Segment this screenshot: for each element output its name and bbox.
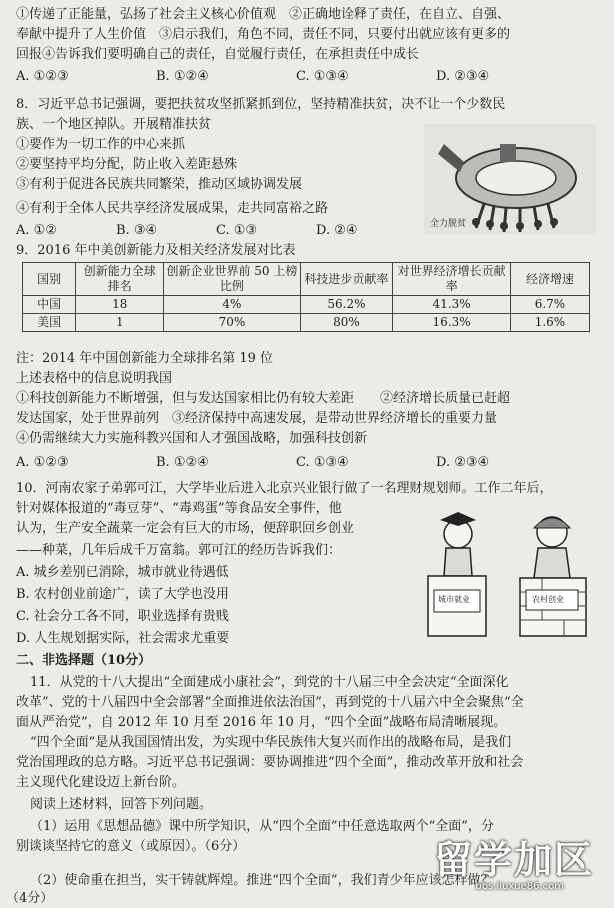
q8-item-1: ①要作为一切工作的中心来抓 bbox=[16, 137, 186, 152]
table-cell: 18 bbox=[76, 296, 164, 314]
table-cell: 1 bbox=[76, 314, 164, 332]
q10-line-3: 认为，生产安全蔬菜一定会有巨大的市场，便辞职回乡创业 bbox=[16, 521, 355, 536]
q7-options bbox=[16, 68, 576, 86]
q8-line-2: 族、一个地区掉队。开展精准扶贫 bbox=[16, 117, 212, 132]
sign-city-employment: 城市就业 bbox=[438, 595, 470, 604]
comparison-table bbox=[22, 262, 590, 332]
q10-option-c: C. 社会分工各不同，职业选择有贵贱 bbox=[16, 609, 229, 624]
q11-line-4: “四个全面”是从我国国情出发，为实现中华民族伟大复兴而作出的战略布局，是我们 bbox=[30, 735, 512, 750]
table-cell: 41.3% bbox=[393, 296, 511, 314]
q10-option-b: B. 农村创业前途广，读了大学也没用 bbox=[16, 587, 229, 602]
table-header: 创新企业世界前 50 上榜比例 bbox=[164, 263, 300, 296]
q8-item-3: ③有利于促进各民族共同繁荣，推动区域协调发展 bbox=[16, 177, 303, 192]
q11-line-5: 党治国理政的总方略。习近平总书记强调：要协调推进“四个全面”，推动改革开放和社会 bbox=[16, 755, 524, 770]
q11-sub1-line-2: 别谈谈坚持它的意义（或原因）。（6分） bbox=[16, 839, 246, 854]
table-cell: 80% bbox=[300, 314, 393, 332]
table-cell: 美国 bbox=[23, 314, 76, 332]
q8-item-2: ②要坚持平均分配，防止收入差距悬殊 bbox=[16, 157, 238, 172]
table-cell: 56.2% bbox=[300, 296, 393, 314]
q7-line-3: 回报④告诉我们要明确自己的责任，自觉履行责任，在承担责任中成长 bbox=[16, 47, 420, 62]
watermark-logo-text: 留学加区 bbox=[433, 838, 594, 882]
q9-option-b: B. ①②④ bbox=[156, 455, 209, 470]
table-header-row bbox=[23, 263, 590, 296]
q11-sub2-line-2: （4分） bbox=[6, 891, 54, 906]
table-header: 国别 bbox=[23, 263, 76, 296]
q11-sub2-line-1: （2）使命重在担当，实干铸就辉煌。推进“四个全面”，我们青少年应该怎样做？ bbox=[30, 873, 494, 888]
q9-stem: 上述表格中的信息说明我国 bbox=[16, 371, 173, 386]
q7-option-d: D. ②③④ bbox=[436, 69, 490, 84]
q7-line-1: ①传递了正能量，弘扬了社会主义核心价值观 ②正确地诠释了责任，在自立、自强、 bbox=[16, 7, 511, 22]
q10-option-a: A. 城乡差别已消除，城市就业待遇低 bbox=[16, 565, 229, 580]
q9-item-4: ④仍需继续大力实施科教兴国和人才强国战略，加强科技创新 bbox=[16, 431, 368, 446]
table-header: 经济增速 bbox=[510, 263, 589, 296]
q9-option-a: A. ①②③ bbox=[16, 455, 69, 470]
q11-line-3: 面从严治党”，自 2012 年 10 月至 2016 年 10 月，“四个全面”战略布局清晰展现。 bbox=[16, 715, 507, 730]
q8-option-b: B. ③④ bbox=[116, 223, 158, 238]
table-header: 科技进步贡献率 bbox=[300, 263, 393, 296]
q11-instruction: 阅读上述材料，回答下列问题。 bbox=[30, 797, 213, 812]
q9-item-1: ①科技创新能力不断增强，但与发达国家相比仍有较大差距 ②经济增长质量已赶超 bbox=[16, 391, 511, 406]
table-header: 对世界经济增长贡献率 bbox=[393, 263, 511, 296]
cartoon-caption: 全力脱贫 bbox=[430, 219, 467, 229]
table-row bbox=[23, 314, 590, 332]
watermark-url: bbs.liuxue86.com bbox=[475, 881, 564, 892]
table-cell: 16.3% bbox=[393, 314, 511, 332]
q8-option-d: D. ②④ bbox=[316, 223, 358, 238]
q11-line-2: 改革”、党的十八届四中全会部署“全面推进依法治国”，再到党的十八届六中全会聚焦“全 bbox=[16, 695, 524, 710]
table-cell: 1.6% bbox=[510, 314, 589, 332]
q9-note: 注：2014 年中国创新能力全球排名第 19 位 bbox=[16, 351, 274, 366]
part2-heading: 二、非选择题（10分） bbox=[16, 653, 152, 668]
site-watermark bbox=[433, 829, 594, 892]
q9-item-1b: 发达国家，处于世界前列 ③经济保持中高速发展，是带动世界经济增长的重要力量 bbox=[16, 411, 498, 426]
q8-line-1: 8．习近平总书记强调，要把扶贫攻坚抓紧抓到位，坚持精准扶贫，决不让一个少数民 bbox=[16, 97, 506, 112]
q7-option-b: B. ①②④ bbox=[156, 69, 209, 84]
career-cartoon bbox=[420, 506, 600, 644]
table-cell: 70% bbox=[164, 314, 300, 332]
q10-line-2: 针对媒体报道的“毒豆芽”、“毒鸡蛋”等食品安全事件，他 bbox=[16, 501, 342, 516]
q10-line-4: ——种菜，几年后成千万富翁。郭可江的经历告诉我们： bbox=[16, 543, 342, 558]
q9-option-c: C. ①③④ bbox=[296, 455, 349, 470]
q11-line-6: 主义现代化建设迈上新台阶。 bbox=[16, 775, 186, 790]
q8-option-c: C. ①③ bbox=[216, 223, 258, 238]
table-cell: 6.7% bbox=[510, 296, 589, 314]
q8-options bbox=[16, 222, 416, 240]
q8-option-a: A. ①② bbox=[16, 223, 57, 238]
q7-option-c: C. ①③④ bbox=[296, 69, 349, 84]
poverty-cartoon bbox=[424, 124, 596, 234]
q7-line-2: 奉献中提升了人生价值 ③启示我们，角色不同，责任不同，只要付出就应该有更多的 bbox=[16, 27, 511, 42]
q8-item-4: ④有利于全体人民共享经济发展成果，走共同富裕之路 bbox=[16, 201, 329, 216]
q11-line-1: 11．从党的十八大提出“全面建成小康社会”，到党的十八届三中全会决定“全面深化 bbox=[30, 675, 509, 690]
q9-title: 9．2016 年中美创新能力及相关经济发展对比表 bbox=[16, 243, 296, 258]
table-cell: 4% bbox=[164, 296, 300, 314]
table-cell: 中国 bbox=[23, 296, 76, 314]
sign-rural-entrepreneurship: 农村创业 bbox=[532, 595, 564, 604]
table-row bbox=[23, 296, 590, 314]
q9-option-d: D. ②③④ bbox=[436, 455, 490, 470]
q10-line-1: 10．河南农家子弟郭可江，大学毕业后进入北京兴业银行做了一名理财规划师。工作二年后， bbox=[16, 481, 553, 496]
table-header: 创新能力全球排名 bbox=[76, 263, 164, 296]
q10-option-d: D. 人生规划据实际，社会需求尤重要 bbox=[16, 631, 230, 646]
q7-option-a: A. ①②③ bbox=[16, 69, 69, 84]
q11-sub1-line-1: （1）运用《思想品德》课中所学知识，从“四个全面”中任意选取两个“全面”，分 bbox=[30, 819, 494, 834]
q9-options bbox=[16, 454, 576, 472]
